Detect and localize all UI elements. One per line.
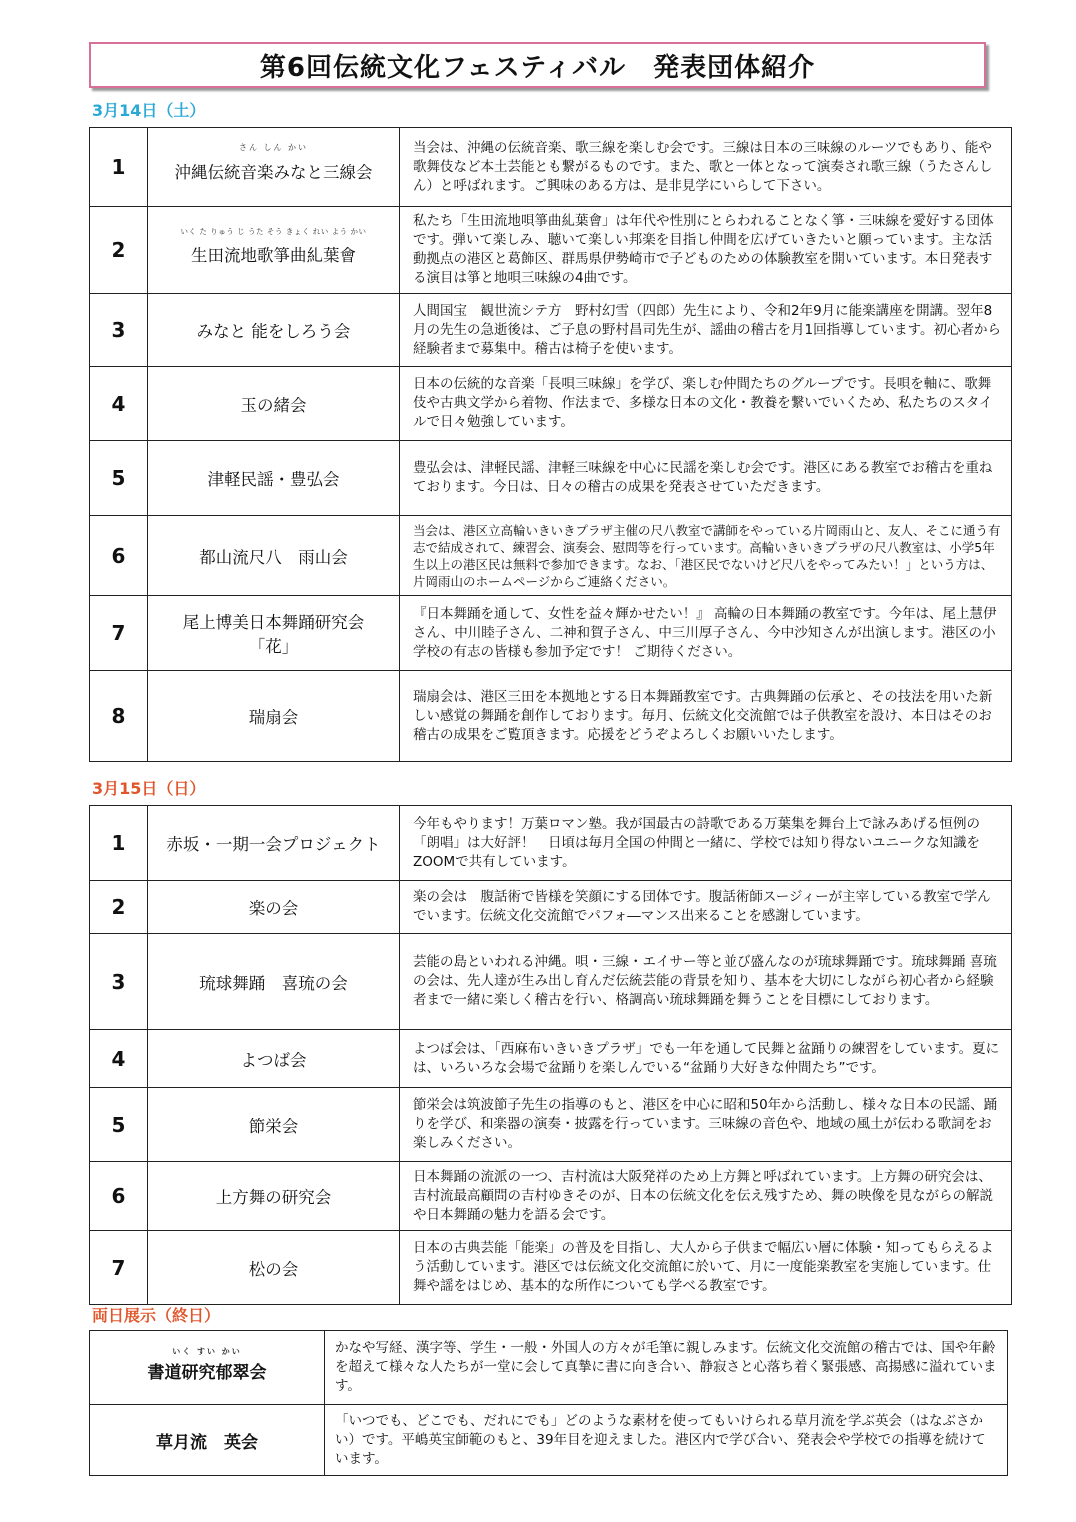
row-number: 1 bbox=[90, 128, 148, 207]
group-name-sub: 「花」 bbox=[248, 637, 299, 656]
table-row bbox=[90, 881, 1012, 934]
table-row bbox=[90, 516, 1012, 596]
group-ruby: いく た りゅう じ うた そう きょく れい よう かい bbox=[180, 227, 367, 236]
table-row bbox=[90, 1162, 1012, 1231]
group-description: 人間国宝 観世流シテ方 野村幻雪（四郎）先生により、令和2年9月に能楽講座を開講。翌年8月の先生の急逝後は、ご子息の野村昌司先生が、謡曲の稽古を月1回指導しています。初心者から経験者まで募集中。稽古は椅子を使います。 bbox=[400, 294, 1012, 367]
group-name: 節栄会 bbox=[248, 1116, 299, 1136]
group-ruby: いく すい かい bbox=[172, 1347, 242, 1356]
row-number: 2 bbox=[90, 881, 148, 934]
row-number: 7 bbox=[90, 1231, 148, 1305]
both-days-table bbox=[89, 1330, 1008, 1476]
group-name-cell bbox=[148, 806, 400, 881]
group-name: 琉球舞踊 喜琉の会 bbox=[199, 973, 348, 993]
group-ruby: さん しん かい bbox=[238, 143, 309, 152]
table-row bbox=[90, 806, 1012, 881]
group-description: 「いつでも、どこでも、だれにでも」どのような素材を使ってもいけられる草月流を学ぶ英会（はなぶさかい）です。平嶋英宝師範のもと、39年目を迎えました。港区内で学び合い、発表会や学校での指導を続けています。 bbox=[325, 1405, 1008, 1476]
row-number: 4 bbox=[90, 367, 148, 441]
group-name: 上方舞の研究会 bbox=[215, 1188, 332, 1207]
group-description: 日本の古典芸能「能楽」の普及を目指し、大人から子供まで幅広い層に体験・知ってもらえるよう活動しています。港区では伝統文化交流館に於いて、月に一度能楽教室を実施しています。仕舞や謡をはじめ、基本的な所作についても学べる教室です。 bbox=[400, 1231, 1012, 1305]
group-name: よつば会 bbox=[240, 1050, 307, 1070]
day1-table bbox=[89, 127, 1012, 762]
group-name-cell bbox=[148, 441, 400, 516]
group-name-cell bbox=[148, 881, 400, 934]
group-name: 尾上博美日本舞踊研究会 bbox=[182, 613, 365, 632]
group-name-cell bbox=[148, 934, 400, 1030]
table-row bbox=[90, 671, 1012, 762]
row-number: 5 bbox=[90, 441, 148, 516]
table-row bbox=[90, 294, 1012, 367]
table-row bbox=[90, 128, 1012, 207]
table-row bbox=[90, 367, 1012, 441]
row-number: 5 bbox=[90, 1088, 148, 1162]
group-name-cell bbox=[148, 1231, 400, 1305]
group-name: 生田流地歌箏曲糺葉會 bbox=[191, 246, 356, 265]
row-number: 8 bbox=[90, 671, 148, 762]
group-name-cell bbox=[148, 294, 400, 367]
group-name-cell bbox=[90, 1405, 325, 1476]
group-name: 赤坂・一期一会プロジェクト bbox=[166, 835, 381, 854]
group-description: 日本舞踊の流派の一つ、吉村流は大阪発祥のため上方舞と呼ばれています。上方舞の研究会は、吉村流最高顧問の吉村ゆきそのが、日本の伝統文化を伝え残すため、舞の映像を見ながらの解説や日本舞踊の魅力を語る会です。 bbox=[400, 1162, 1012, 1231]
group-description: 節栄会は筑波節子先生の指導のもと、港区を中心に昭和50年から活動し、様々な日本の民謡、踊りを学び、和楽器の演奏・披露を行っています。三味線の音色や、地域の風土が伝わる歌詞をお楽しみください。 bbox=[400, 1088, 1012, 1162]
day2-label: 3月15日（日） bbox=[92, 779, 206, 798]
group-name: 書道研究郁翠会 bbox=[147, 1363, 267, 1383]
group-description: 楽の会は 腹話術で皆様を笑顔にする団体です。腹話術師スージィーが主宰している教室で学んでいます。伝統文化交流館でパフォ―マンス出来ることを感謝しています。 bbox=[400, 881, 1012, 934]
group-name: 都山流尺八 雨山会 bbox=[199, 547, 348, 567]
group-name-cell bbox=[148, 367, 400, 441]
table-row bbox=[90, 207, 1012, 294]
row-number: 6 bbox=[90, 516, 148, 596]
table-row bbox=[90, 441, 1012, 516]
group-name-cell bbox=[148, 207, 400, 294]
row-number: 7 bbox=[90, 596, 148, 671]
group-name-cell bbox=[148, 1030, 400, 1088]
group-name-cell bbox=[90, 1331, 325, 1405]
group-description: かなや写経、漢字等、学生・一般・外国人の方々が毛筆に親しみます。伝統文化交流館の稽古では、国や年齢を超えて様々な人たちが一堂に会して真摯に書に向き合い、静寂さと心落ち着く緊張感、高揚感に溢れています。 bbox=[325, 1331, 1008, 1405]
group-name-cell bbox=[148, 671, 400, 762]
group-description: 日本の伝統的な音楽「長唄三味線」を学び、楽しむ仲間たちのグループです。長唄を軸に、歌舞伎や古典文学から着物、作法まで、多様な日本の文化・教養を繋いでいくため、私たちのスタイルで日々勉強しています。 bbox=[400, 367, 1012, 441]
group-name: 草月流 英会 bbox=[156, 1432, 258, 1453]
table-row bbox=[90, 934, 1012, 1030]
group-name-cell bbox=[148, 128, 400, 207]
row-number: 3 bbox=[90, 934, 148, 1030]
group-description: 瑞扇会は、港区三田を本拠地とする日本舞踊教室です。古典舞踊の伝承と、その技法を用いた新しい感覚の舞踊を創作しております。毎月、伝統文化交流館では子供教室を設け、本日はそのお稽古の成果をご覧頂きます。応援をどうぞよろしくお願いいたします。 bbox=[400, 671, 1012, 762]
group-description: 当会は、沖縄の伝統音楽、歌三線を楽しむ会です。三線は日本の三味線のルーツでもあり、能や歌舞伎など本土芸能とも繋がるものです。また、歌と一体となって演奏され歌三線（うたさんしん）と呼ばれます。ご興味のある方は、是非見学にいらして下さい。 bbox=[400, 128, 1012, 207]
group-name: 松の会 bbox=[248, 1259, 299, 1279]
group-description: 『日本舞踊を通して、女性を益々輝かせたい！』 高輪の日本舞踊の教室です。今年は、尾上慧伊さん、中川睦子さん、二神和賀子さん、中三川厚子さん、今中沙知さんが出演します。港区の小学校の有志の皆様も参加予定です！ ご期待ください。 bbox=[400, 596, 1012, 671]
group-name: 楽の会 bbox=[248, 899, 299, 918]
group-description: 豊弘会は、津軽民謡、津軽三味線を中心に民謡を楽しむ会です。港区にある教室でお稽古を重ねております。今日は、日々の稽古の成果を発表させていただきます。 bbox=[400, 441, 1012, 516]
row-number: 2 bbox=[90, 207, 148, 294]
table-row bbox=[90, 596, 1012, 671]
group-description: よつば会は、「西麻布いきいきプラザ」でも一年を通して民舞と盆踊りの練習をしています。夏には、いろいろな会場で盆踊りを楽しんでいる“盆踊り大好きな仲間たち”です。 bbox=[400, 1030, 1012, 1088]
table-row bbox=[90, 1405, 1008, 1476]
group-name-cell bbox=[148, 516, 400, 596]
group-description: 当会は、港区立高輪いきいきプラザ主催の尺八教室で講師をやっている片岡雨山と、友人、そこに通う有志で結成されて、練習会、演奏会、慰問等を行っています。高輪いきいきプラザの尺八教室は、小学5年生以上の港区民は無料で参加できます。なお、「港区民でないけど尺八をやってみたい！」という方は、片岡雨山のホームページからご連絡ください。 bbox=[400, 516, 1012, 596]
group-name-cell bbox=[148, 1088, 400, 1162]
group-description: 今年もやります！万葉ロマン塾。我が国最古の詩歌である万葉集を舞台上で詠みあげる恒例の「朗唱」は大好評！ 日頃は毎月全国の仲間と一緒に、学校では知り得ないユニークな知識をZOOMで共有しています。 bbox=[400, 806, 1012, 881]
group-name: 玉の緒会 bbox=[240, 395, 307, 415]
group-description: 芸能の島といわれる沖縄。唄・三線・エイサー等と並び盛んなのが琉球舞踊です。琉球舞踊 喜琉の会は、先人達が生み出し育んだ伝統芸能の背景を知り、基本を大切にしながら初心者から経験者まで一緒に楽しく稽古を行い、格調高い琉球舞踊を舞うことを目標にしております。 bbox=[400, 934, 1012, 1030]
title-box bbox=[89, 42, 986, 88]
row-number: 1 bbox=[90, 806, 148, 881]
both-days-label: 両日展示（終日） bbox=[92, 1306, 221, 1325]
table-row bbox=[90, 1231, 1012, 1305]
row-number: 6 bbox=[90, 1162, 148, 1231]
group-name-cell bbox=[148, 1162, 400, 1231]
group-name: みなと 能をしろう会 bbox=[196, 322, 351, 341]
row-number: 4 bbox=[90, 1030, 148, 1088]
table-row bbox=[90, 1088, 1012, 1162]
day2-table bbox=[89, 805, 1012, 1305]
group-description: 私たち「生田流地唄箏曲糺葉會」は年代や性別にとらわれることなく箏・三味線を愛好する団体です。弾いて楽しみ、聴いて楽しい邦楽を目指し仲間を広げていきたいと願っています。主な活動拠点の港区と葛飾区、群馬県伊勢崎市で子どものための体験教室を開いています。本日発表する演目は箏と地唄三味線の4曲です。 bbox=[400, 207, 1012, 294]
table-row bbox=[90, 1331, 1008, 1405]
row-number: 3 bbox=[90, 294, 148, 367]
table-row bbox=[90, 1030, 1012, 1088]
group-name: 津軽民謡・豊弘会 bbox=[207, 470, 340, 489]
group-name-cell bbox=[148, 596, 400, 671]
group-name: 瑞扇会 bbox=[248, 708, 299, 727]
page-title: 第6回伝統文化フェスティバル 発表団体紹介 bbox=[259, 52, 816, 83]
group-name: 沖縄伝統音楽みなと三線会 bbox=[174, 163, 373, 182]
day1-label: 3月14日（土） bbox=[92, 101, 206, 120]
